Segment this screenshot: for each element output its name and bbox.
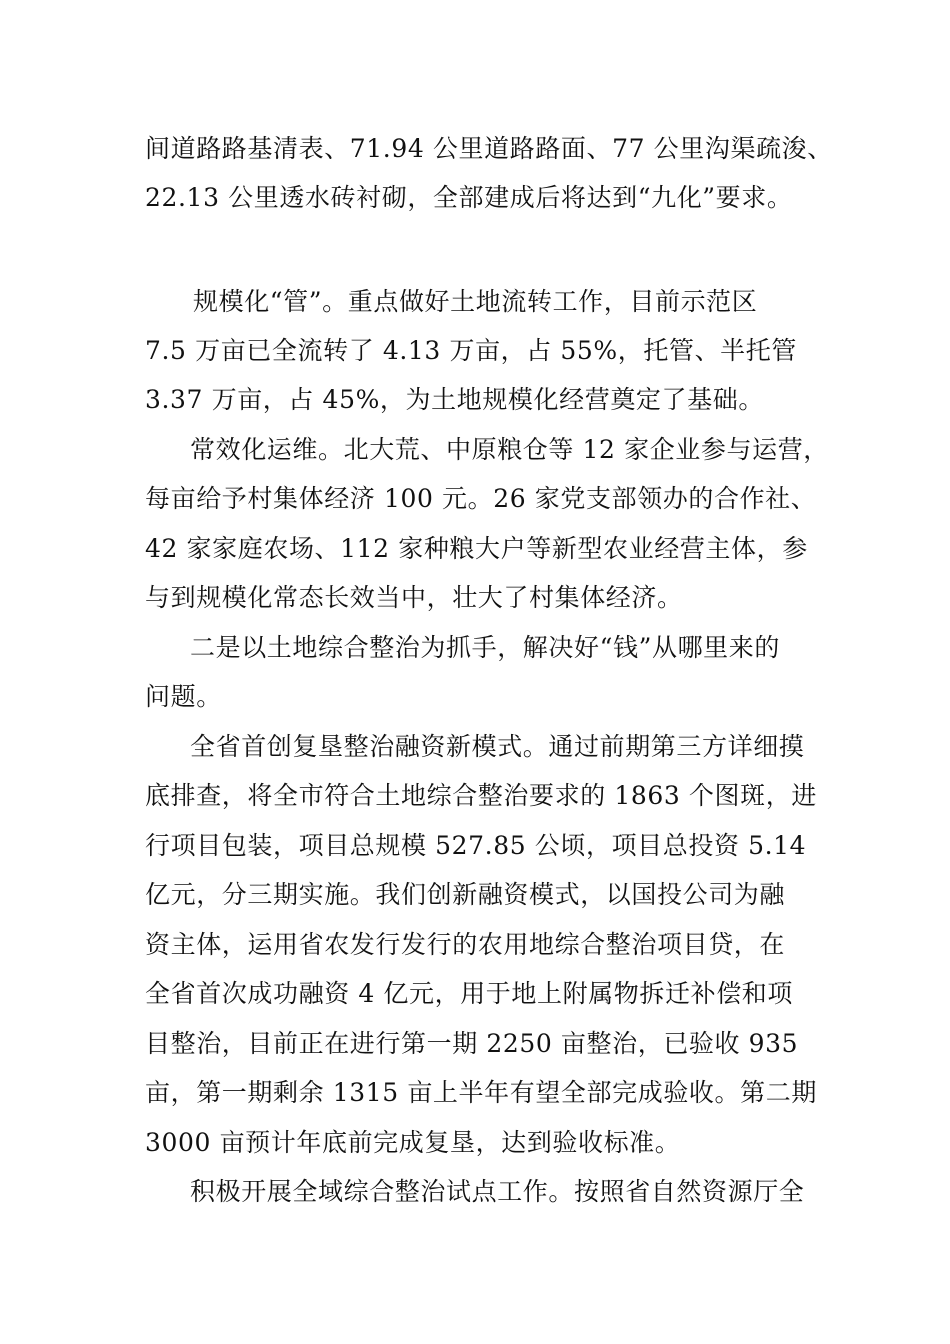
- text-line: 目整治，目前正在进行第一期 2250 亩整治，已验收 935: [145, 1029, 799, 1058]
- text-line: 规模化“管”。重点做好土地流转工作，目前示范区: [193, 287, 758, 316]
- text-line: 7.5 万亩已全流转了 4.13 万亩，占 55%，托管、半托管: [145, 336, 797, 365]
- text-line: 资主体，运用省农发行发行的农用地综合整治项目贷，在: [145, 930, 786, 959]
- text-line: 底排查，将全市符合土地综合整治要求的 1863 个图斑，进: [145, 781, 817, 810]
- text-line: 3.37 万亩，占 45%，为土地规模化经营奠定了基础。: [145, 385, 764, 414]
- text-line: 常效化运维。北大荒、中原粮仓等 12 家企业参与运营，: [190, 435, 829, 464]
- text-line: 二是以土地综合整治为抓手，解决好“钱”从哪里来的: [190, 633, 780, 662]
- text-line: 与到规模化常态长效当中，壮大了村集体经济。: [145, 583, 683, 612]
- text-line: 全省首创复垦整治融资新模式。通过前期第三方详细摸: [190, 732, 805, 761]
- text-line: 42 家家庭农场、112 家种粮大户等新型农业经营主体，参: [145, 534, 808, 563]
- text-line: 全省首次成功融资 4 亿元，用于地上附属物拆迁补偿和项: [145, 979, 794, 1008]
- text-line: 每亩给予村集体经济 100 元。26 家党支部领办的合作社、: [145, 484, 817, 513]
- text-line: 亩，第一期剩余 1315 亩上半年有望全部完成验收。第二期: [145, 1078, 817, 1107]
- text-line: 积极开展全域综合整治试点工作。按照省自然资源厅全: [190, 1177, 805, 1206]
- text-line: 间道路路基清表、71.94 公里道路路面、77 公里沟渠疏浚、: [145, 134, 833, 163]
- text-line: 3000 亩预计年底前完成复垦，达到验收标准。: [145, 1128, 681, 1157]
- text-line: 问题。: [145, 682, 222, 711]
- text-line: 行项目包装，项目总规模 527.85 公顷，项目总投资 5.14: [145, 831, 807, 860]
- text-line: 亿元，分三期实施。我们创新融资模式，以国投公司为融: [145, 880, 786, 909]
- text-line: 22.13 公里透水砖衬砌，全部建成后将达到“九化”要求。: [145, 183, 793, 212]
